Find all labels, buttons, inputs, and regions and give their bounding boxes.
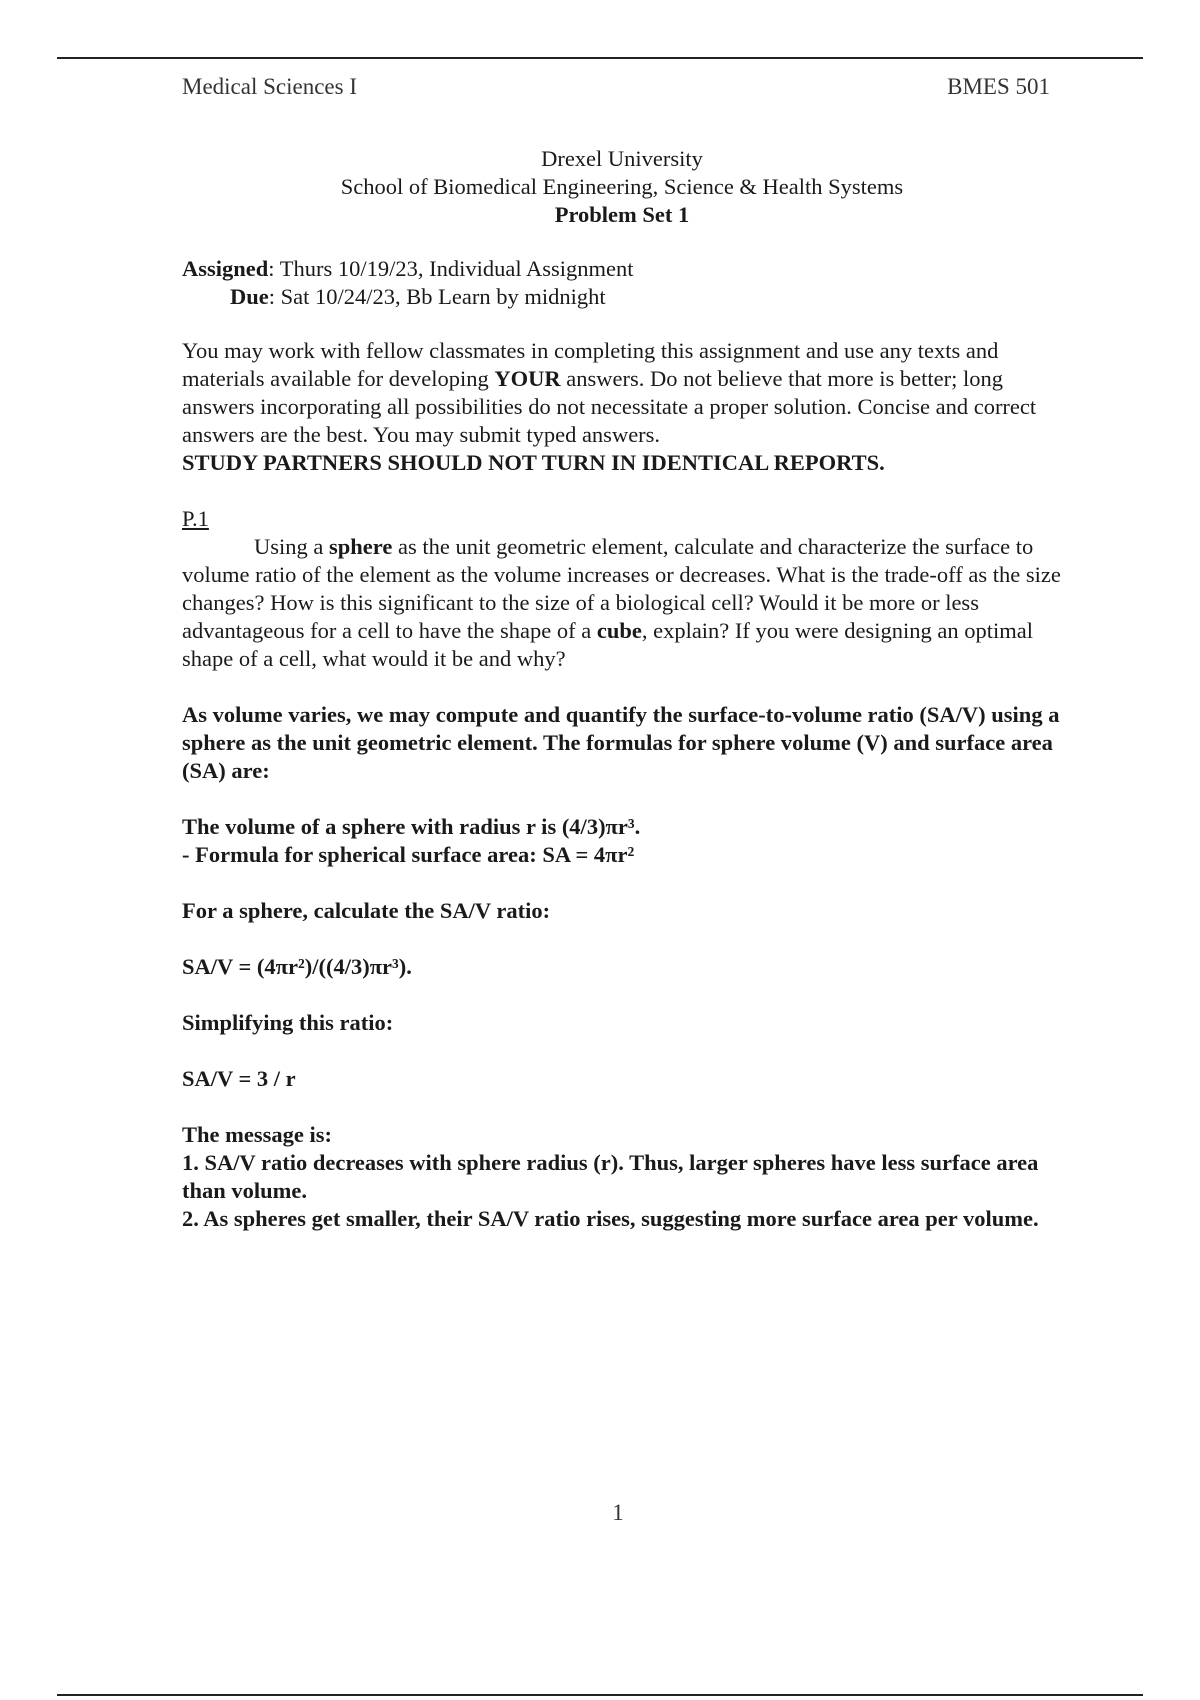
answer-section: [182, 701, 1062, 1233]
problem-label: P.1: [182, 506, 209, 531]
page-number: 1: [612, 1500, 624, 1525]
warning-text: STUDY PARTNERS SHOULD NOT TURN IN IDENTICAL REPORTS.: [182, 450, 885, 475]
message-point-1: 1. SA/V ratio decreases with sphere radius (r). Thus, larger spheres have less surface area than volume.: [182, 1150, 1039, 1203]
school-name: School of Biomedical Engineering, Science & Health Systems: [340, 174, 904, 199]
assigned-row: [182, 255, 1062, 283]
course-code: BMES 501: [947, 74, 1050, 99]
instructions: [182, 337, 1062, 477]
instructions-paragraph: You may work with fellow classmates in completing this assignment and use any texts and materials available for developing YOUR answers. Do not believe that more is better; long answers incorporating all possibilities do not necessitate a proper solution. Concise and correct answers are the best. You may submit typed answers.: [182, 338, 1037, 447]
problem-set-title: Problem Set 1: [554, 202, 690, 227]
bottom-rule: [57, 1694, 1143, 1696]
assigned-label: Assigned: [182, 256, 269, 281]
volume-formula: The volume of a sphere with radius r is (4/3)πr³.: [182, 814, 641, 839]
running-header: [182, 74, 1050, 100]
assignment-dates: [182, 255, 1062, 311]
university-name: Drexel University: [541, 146, 703, 171]
answer-intro: As volume varies, we may compute and quantify the surface-to-volume ratio (SA/V) using a sphere as the unit geometric element. The formulas for sphere volume (V) and surface area (SA) are:: [182, 702, 1060, 783]
due-label: Due: [230, 284, 269, 309]
course-name: Medical Sciences I: [182, 74, 357, 99]
title-block: [172, 145, 1072, 229]
simplify-heading: Simplifying this ratio:: [182, 1010, 394, 1035]
simplified-formula: SA/V = 3 / r: [182, 1066, 296, 1091]
top-rule: [57, 57, 1143, 59]
calc-heading: For a sphere, calculate the SA/V ratio:: [182, 898, 551, 923]
surface-formula: - Formula for spherical surface area: SA = 4πr²: [182, 842, 635, 867]
message-heading: The message is:: [182, 1122, 332, 1147]
calc-formula: SA/V = (4πr²)/((4/3)πr³).: [182, 954, 412, 979]
document-body: [182, 145, 1062, 1233]
message-point-2: 2. As spheres get smaller, their SA/V ratio rises, suggesting more surface area per volume.: [182, 1206, 1039, 1231]
due-value: : Sat 10/24/23, Bb Learn by midnight: [268, 284, 606, 309]
due-row: [182, 283, 1062, 311]
assigned-value: : Thurs 10/19/23, Individual Assignment: [268, 256, 634, 281]
problem-statement: Using a sphere as the unit geometric element, calculate and characterize the surface to volume ratio of the element as the volume increases or decreases. What is the trade-off as the size changes? How is this significant to the size of a biological cell? Would it be more or less advantageous for a cell to have the shape of a cube, explain? If you were designing an optimal shape of a cell, what would it be and why?: [182, 534, 1061, 671]
